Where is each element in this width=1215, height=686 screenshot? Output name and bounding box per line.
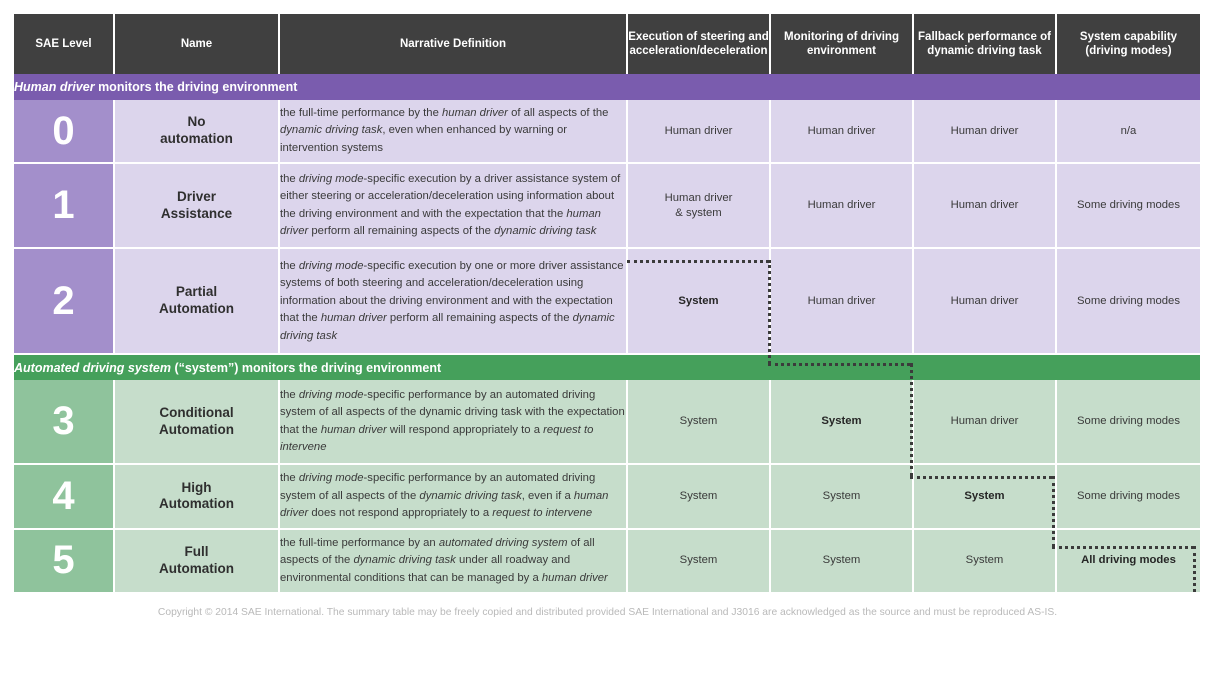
column-header-execution-line2: acceleration/deceleration (629, 45, 768, 57)
column-header-monitoring (770, 14, 913, 74)
execution-value-1 (627, 163, 770, 248)
level-number-4: 4 (14, 464, 114, 528)
header-row (14, 14, 1200, 74)
table-header (14, 14, 1200, 74)
section-banner-automated-system (14, 354, 1200, 380)
column-header-execution-line1: Execution of steering and (628, 30, 769, 43)
level-name-0-line1: No (187, 114, 206, 130)
monitoring-value-1: Human driver (770, 163, 913, 248)
fallback-value-3: Human driver (913, 380, 1056, 464)
table-row-level-2 (14, 248, 1200, 354)
section-banner-system-rest: (“system”) monitors the driving environment (170, 360, 442, 375)
level-number-2: 2 (14, 248, 114, 354)
narrative-definition-3: the driving mode-specific performance by an automated driving system of all aspects of the dynamic driving task with the expectation that the human driver will respond appropriately to a request to intervene (279, 380, 627, 464)
column-header-capability-line2: (driving modes) (1085, 45, 1172, 57)
section-banner-system-emphasis: Automated driving system (14, 360, 171, 375)
level-name-2 (114, 248, 279, 354)
level-name-1-line2: Assistance (160, 205, 233, 221)
table-row-level-4 (14, 464, 1200, 528)
level-number-3: 3 (14, 380, 114, 464)
fallback-value-2: Human driver (913, 248, 1056, 354)
column-header-capability (1056, 14, 1200, 74)
execution-value-1-line1: Human driver (664, 191, 733, 204)
capability-value-2: Some driving modes (1056, 248, 1200, 354)
column-header-fallback (913, 14, 1056, 74)
narrative-definition-1: the driving mode-specific execution by a driver assistance system of either steering or acceleration/deceleration using information about the driving environment and with the expectation that the human driver perform all remaining aspects of the dynamic driving task (279, 163, 627, 248)
section-banner-row-system (14, 354, 1200, 380)
capability-value-1: Some driving modes (1056, 163, 1200, 248)
level-name-5-line1: Full (184, 543, 209, 559)
capability-value-4: Some driving modes (1056, 464, 1200, 528)
section-banner-row-human (14, 74, 1200, 100)
column-header-capability-line1: System capability (1079, 30, 1178, 43)
capability-value-0: n/a (1056, 100, 1200, 163)
table-row-level-0 (14, 100, 1200, 163)
column-header-narrative-definition: Narrative Definition (279, 14, 627, 74)
sae-levels-table (14, 14, 1200, 592)
level-name-3-line2: Automation (159, 421, 234, 437)
level-name-2-line1: Partial (175, 284, 218, 300)
execution-value-0: Human driver (627, 100, 770, 163)
capability-value-3: Some driving modes (1056, 380, 1200, 464)
copyright-footer: Copyright © 2014 SAE International. The summary table may be freely copied and distributed provided SAE International and J3016 are acknowledged as the source and must be reproduced AS-IS. (157, 607, 1058, 618)
execution-value-2: System (627, 248, 770, 354)
level-name-3-line1: Conditional (159, 404, 234, 420)
narrative-definition-0: the full-time performance by the human driver of all aspects of the dynamic driving task, even when enhanced by warning or intervention systems (279, 100, 627, 163)
narrative-definition-2: the driving mode-specific execution by one or more driver assistance systems of both steering and acceleration/deceleration using information about the driving environment and with the expectation that the human driver perform all remaining aspects of the dynamic driving task (279, 248, 627, 354)
level-name-0 (114, 100, 279, 163)
table-row-level-5 (14, 529, 1200, 592)
section-banner-human-rest: monitors the driving environment (94, 80, 298, 94)
level-name-1-line1: Driver (176, 188, 217, 204)
column-header-monitoring-line1: Monitoring of driving (784, 30, 899, 43)
fallback-value-4: System (913, 464, 1056, 528)
section-banner-human-driver (14, 74, 1200, 100)
level-name-4 (114, 464, 279, 528)
execution-value-3: System (627, 380, 770, 464)
level-number-1: 1 (14, 163, 114, 248)
monitoring-value-3: System (770, 380, 913, 464)
monitoring-value-0: Human driver (770, 100, 913, 163)
level-name-4-line2: Automation (159, 496, 234, 512)
column-header-fallback-line1: Fallback performance of (918, 30, 1051, 43)
narrative-definition-4: the driving mode-specific performance by an automated driving system of all aspects of the dynamic driving task, even if a human driver does not respond appropriately to a request to intervene (279, 464, 627, 528)
level-name-4-line1: High (181, 479, 212, 495)
column-header-monitoring-line2: environment (806, 45, 876, 57)
level-name-5 (114, 529, 279, 592)
monitoring-value-4: System (770, 464, 913, 528)
level-number-0: 0 (14, 100, 114, 163)
table-row-level-1 (14, 163, 1200, 248)
level-name-3 (114, 380, 279, 464)
level-number-5: 5 (14, 529, 114, 592)
table-body (14, 74, 1200, 592)
column-header-sae-level: SAE Level (14, 14, 114, 74)
level-name-1 (114, 163, 279, 248)
fallback-value-0: Human driver (913, 100, 1056, 163)
monitoring-value-2: Human driver (770, 248, 913, 354)
execution-value-4: System (627, 464, 770, 528)
level-name-0-line2: automation (160, 131, 233, 147)
capability-value-5: All driving modes (1056, 529, 1200, 592)
narrative-definition-5: the full-time performance by an automated driving system of all aspects of the dynamic driving task under all roadway and environmental conditions that can be managed by a human driver (279, 529, 627, 592)
column-header-execution (627, 14, 770, 74)
level-name-5-line2: Automation (159, 560, 234, 576)
execution-value-1-line2: & system (675, 206, 722, 219)
fallback-value-5: System (913, 529, 1056, 592)
fallback-value-1: Human driver (913, 163, 1056, 248)
section-banner-human-emphasis: Human driver (14, 80, 95, 94)
table-row-level-3 (14, 380, 1200, 464)
execution-value-5: System (627, 529, 770, 592)
column-header-name: Name (114, 14, 279, 74)
sae-levels-table-wrapper (14, 14, 1200, 592)
monitoring-value-5: System (770, 529, 913, 592)
level-name-2-line2: Automation (159, 301, 234, 317)
column-header-fallback-line2: dynamic driving task (927, 45, 1042, 57)
